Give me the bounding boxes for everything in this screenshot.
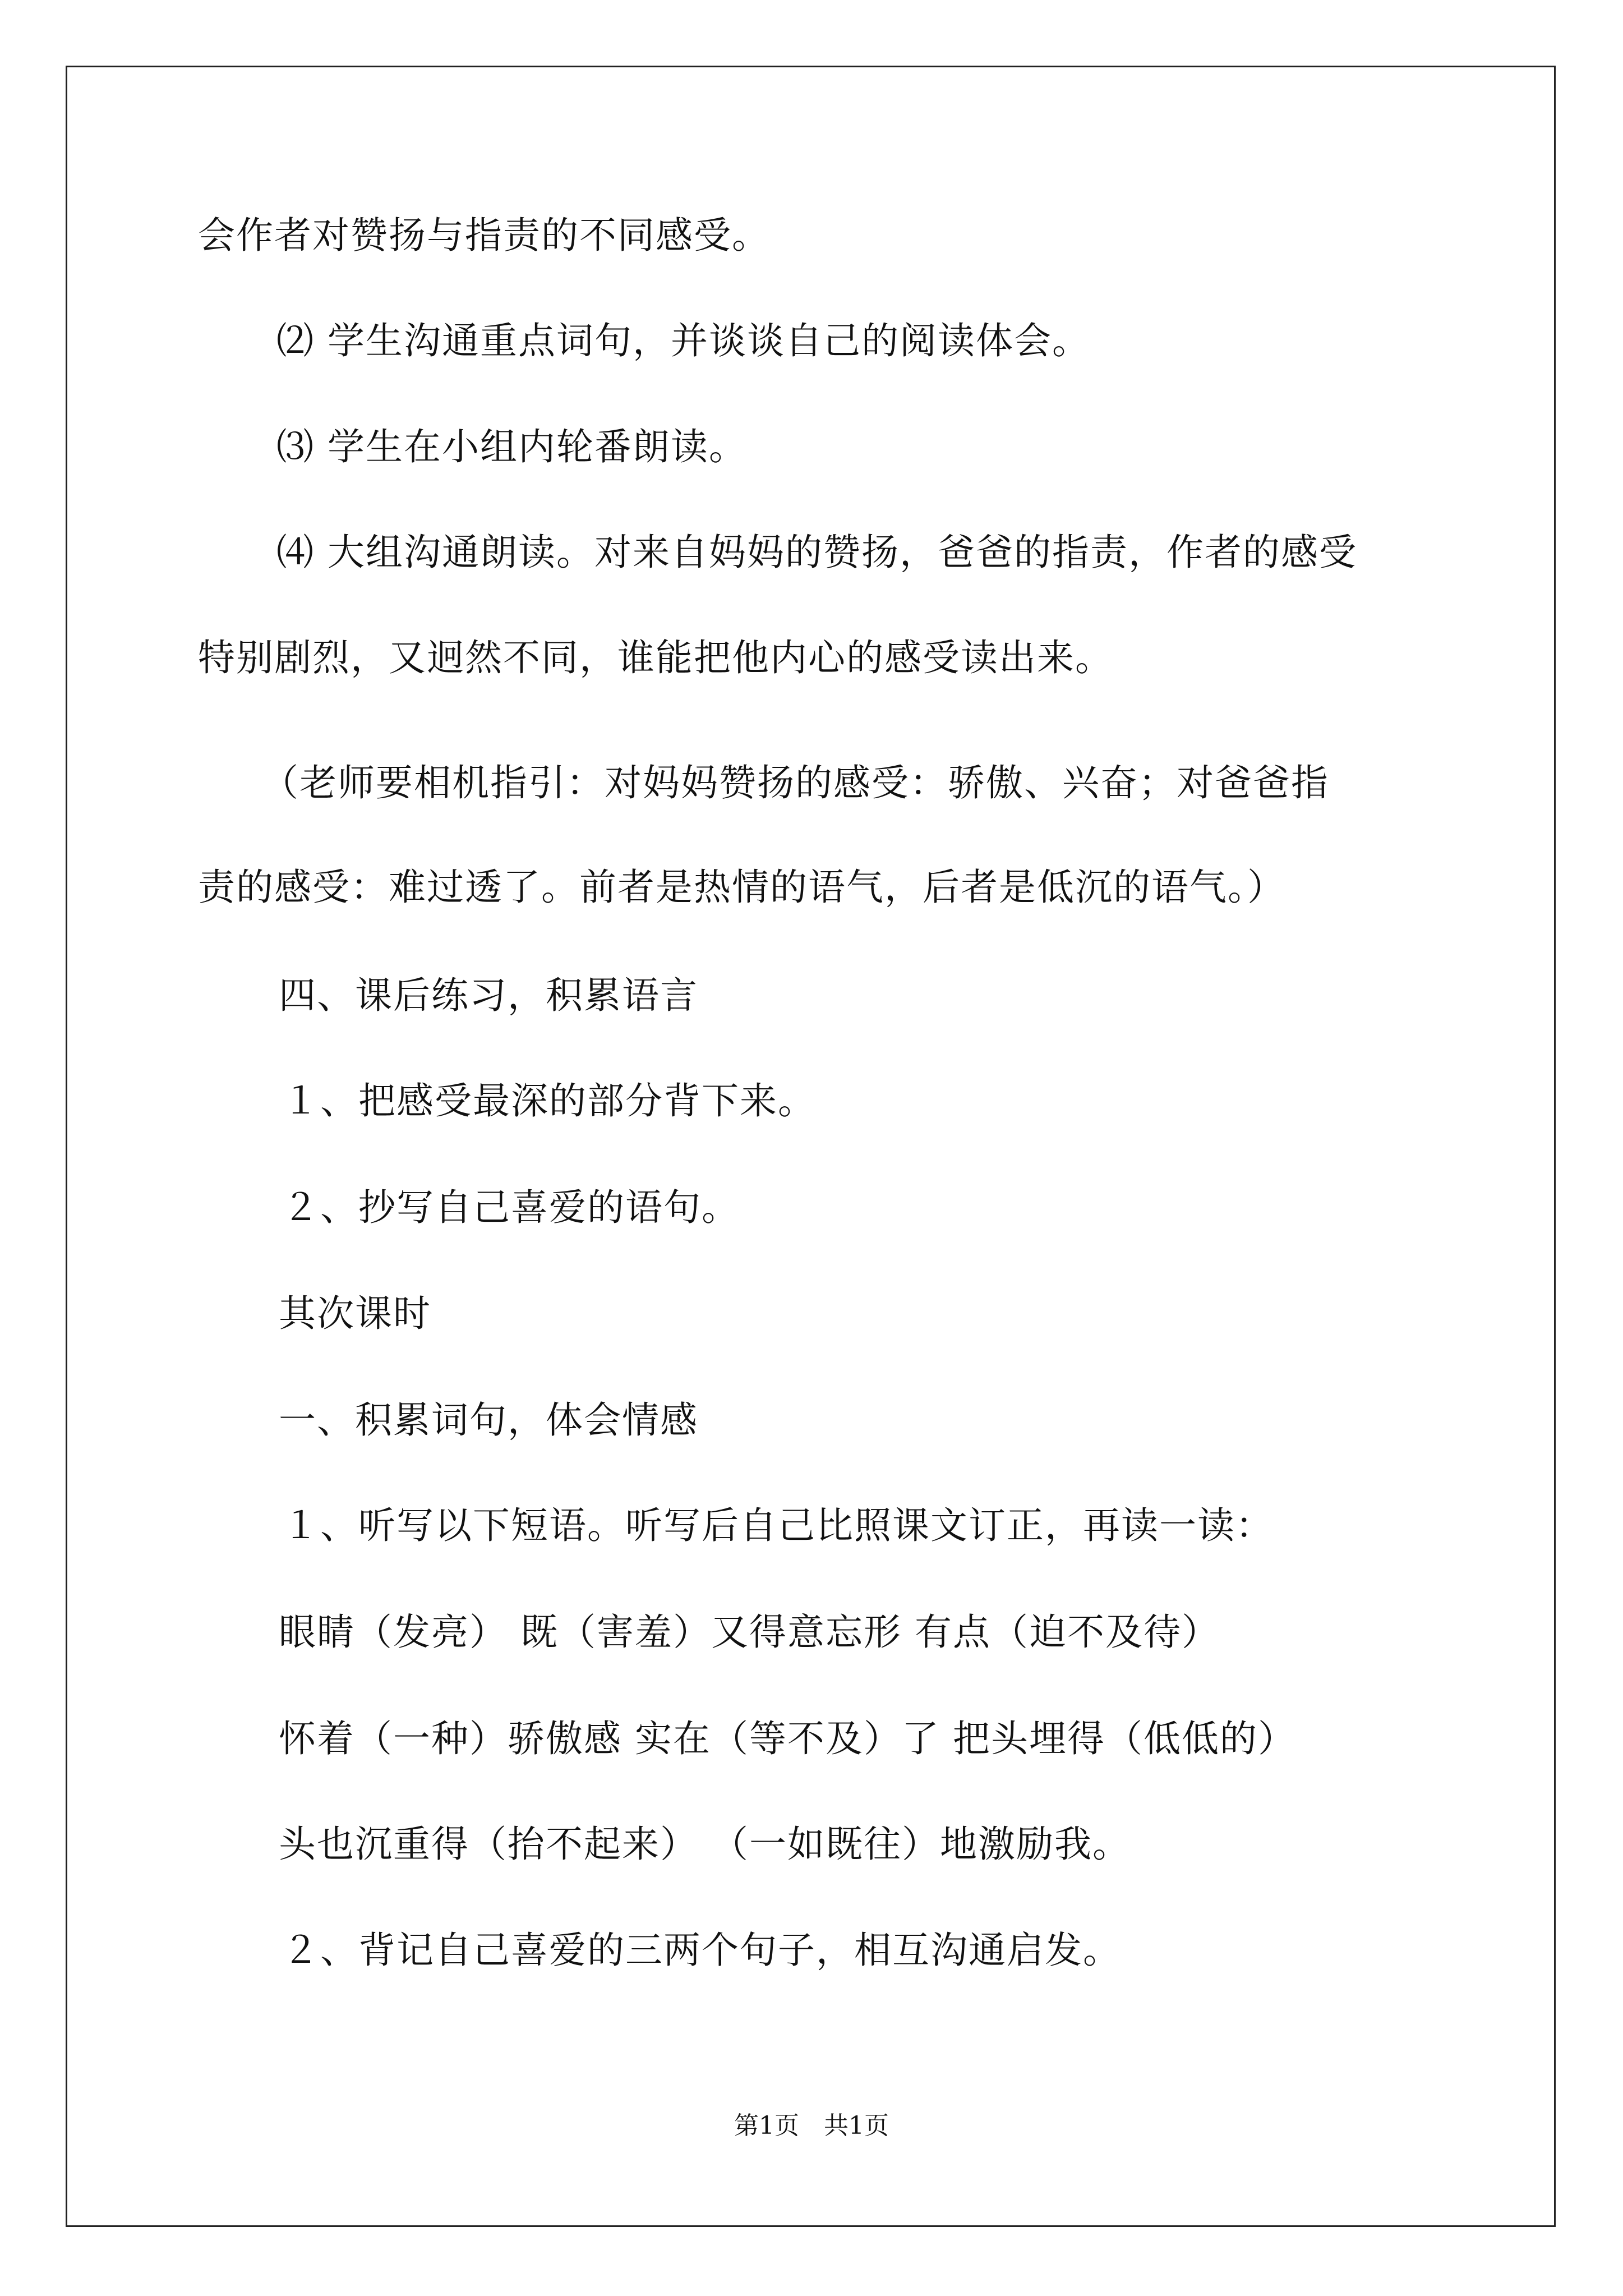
text-line-2: ⑵ 学生沟通重点词句，并谈谈自己的阅读体会。	[276, 319, 1090, 362]
text-line-9: １、把感受最深的部分背下来。	[282, 1079, 816, 1122]
text-line-7: 责的感受：难过透了。前者是热情的语气，后者是低沉的语气。）	[198, 866, 1285, 909]
text-line-5: 特别剧烈，又迥然不同，谁能把他内心的感受读出来。	[198, 636, 1113, 679]
text-line-4: ⑷ 大组沟通朗读。对来自妈妈的赞扬，爸爸的指责，作者的感受	[276, 531, 1357, 574]
text-line-14: 眼睛（发亮） 既（害羞）又得意忘形 有点（迫不及待）	[279, 1611, 1220, 1654]
page-border	[66, 66, 1556, 2227]
section-heading-exercises: 四、课后练习，积累语言	[279, 974, 698, 1017]
section-heading-second-lesson: 其次课时	[279, 1292, 431, 1335]
text-line-3: ⑶ 学生在小组内轮番朗读。	[276, 425, 747, 468]
section-heading-accumulate: 一、积累词句，体会情感	[279, 1398, 698, 1442]
text-line-17: ２、背记自己喜爱的三两个句子，相互沟通启发。	[282, 1929, 1121, 1972]
text-line-6: （老师要相机指引：对妈妈赞扬的感受：骄傲、兴奋；对爸爸指	[261, 761, 1329, 804]
text-line-15: 怀着（一种）骄傲感 实在（等不及）了 把头埋得（低低的）	[279, 1717, 1296, 1760]
page-footer: 第1页 共1页	[734, 2111, 889, 2140]
text-line-1: 会作者对赞扬与指责的不同感受。	[198, 214, 770, 257]
text-line-10: ２、抄写自己喜爱的语句。	[282, 1186, 740, 1229]
text-line-13: １、听写以下短语。听写后自己比照课文订正，再读一读：	[282, 1504, 1274, 1547]
text-line-16: 头也沉重得（抬不起来） （一如既往）地激励我。	[279, 1823, 1131, 1866]
